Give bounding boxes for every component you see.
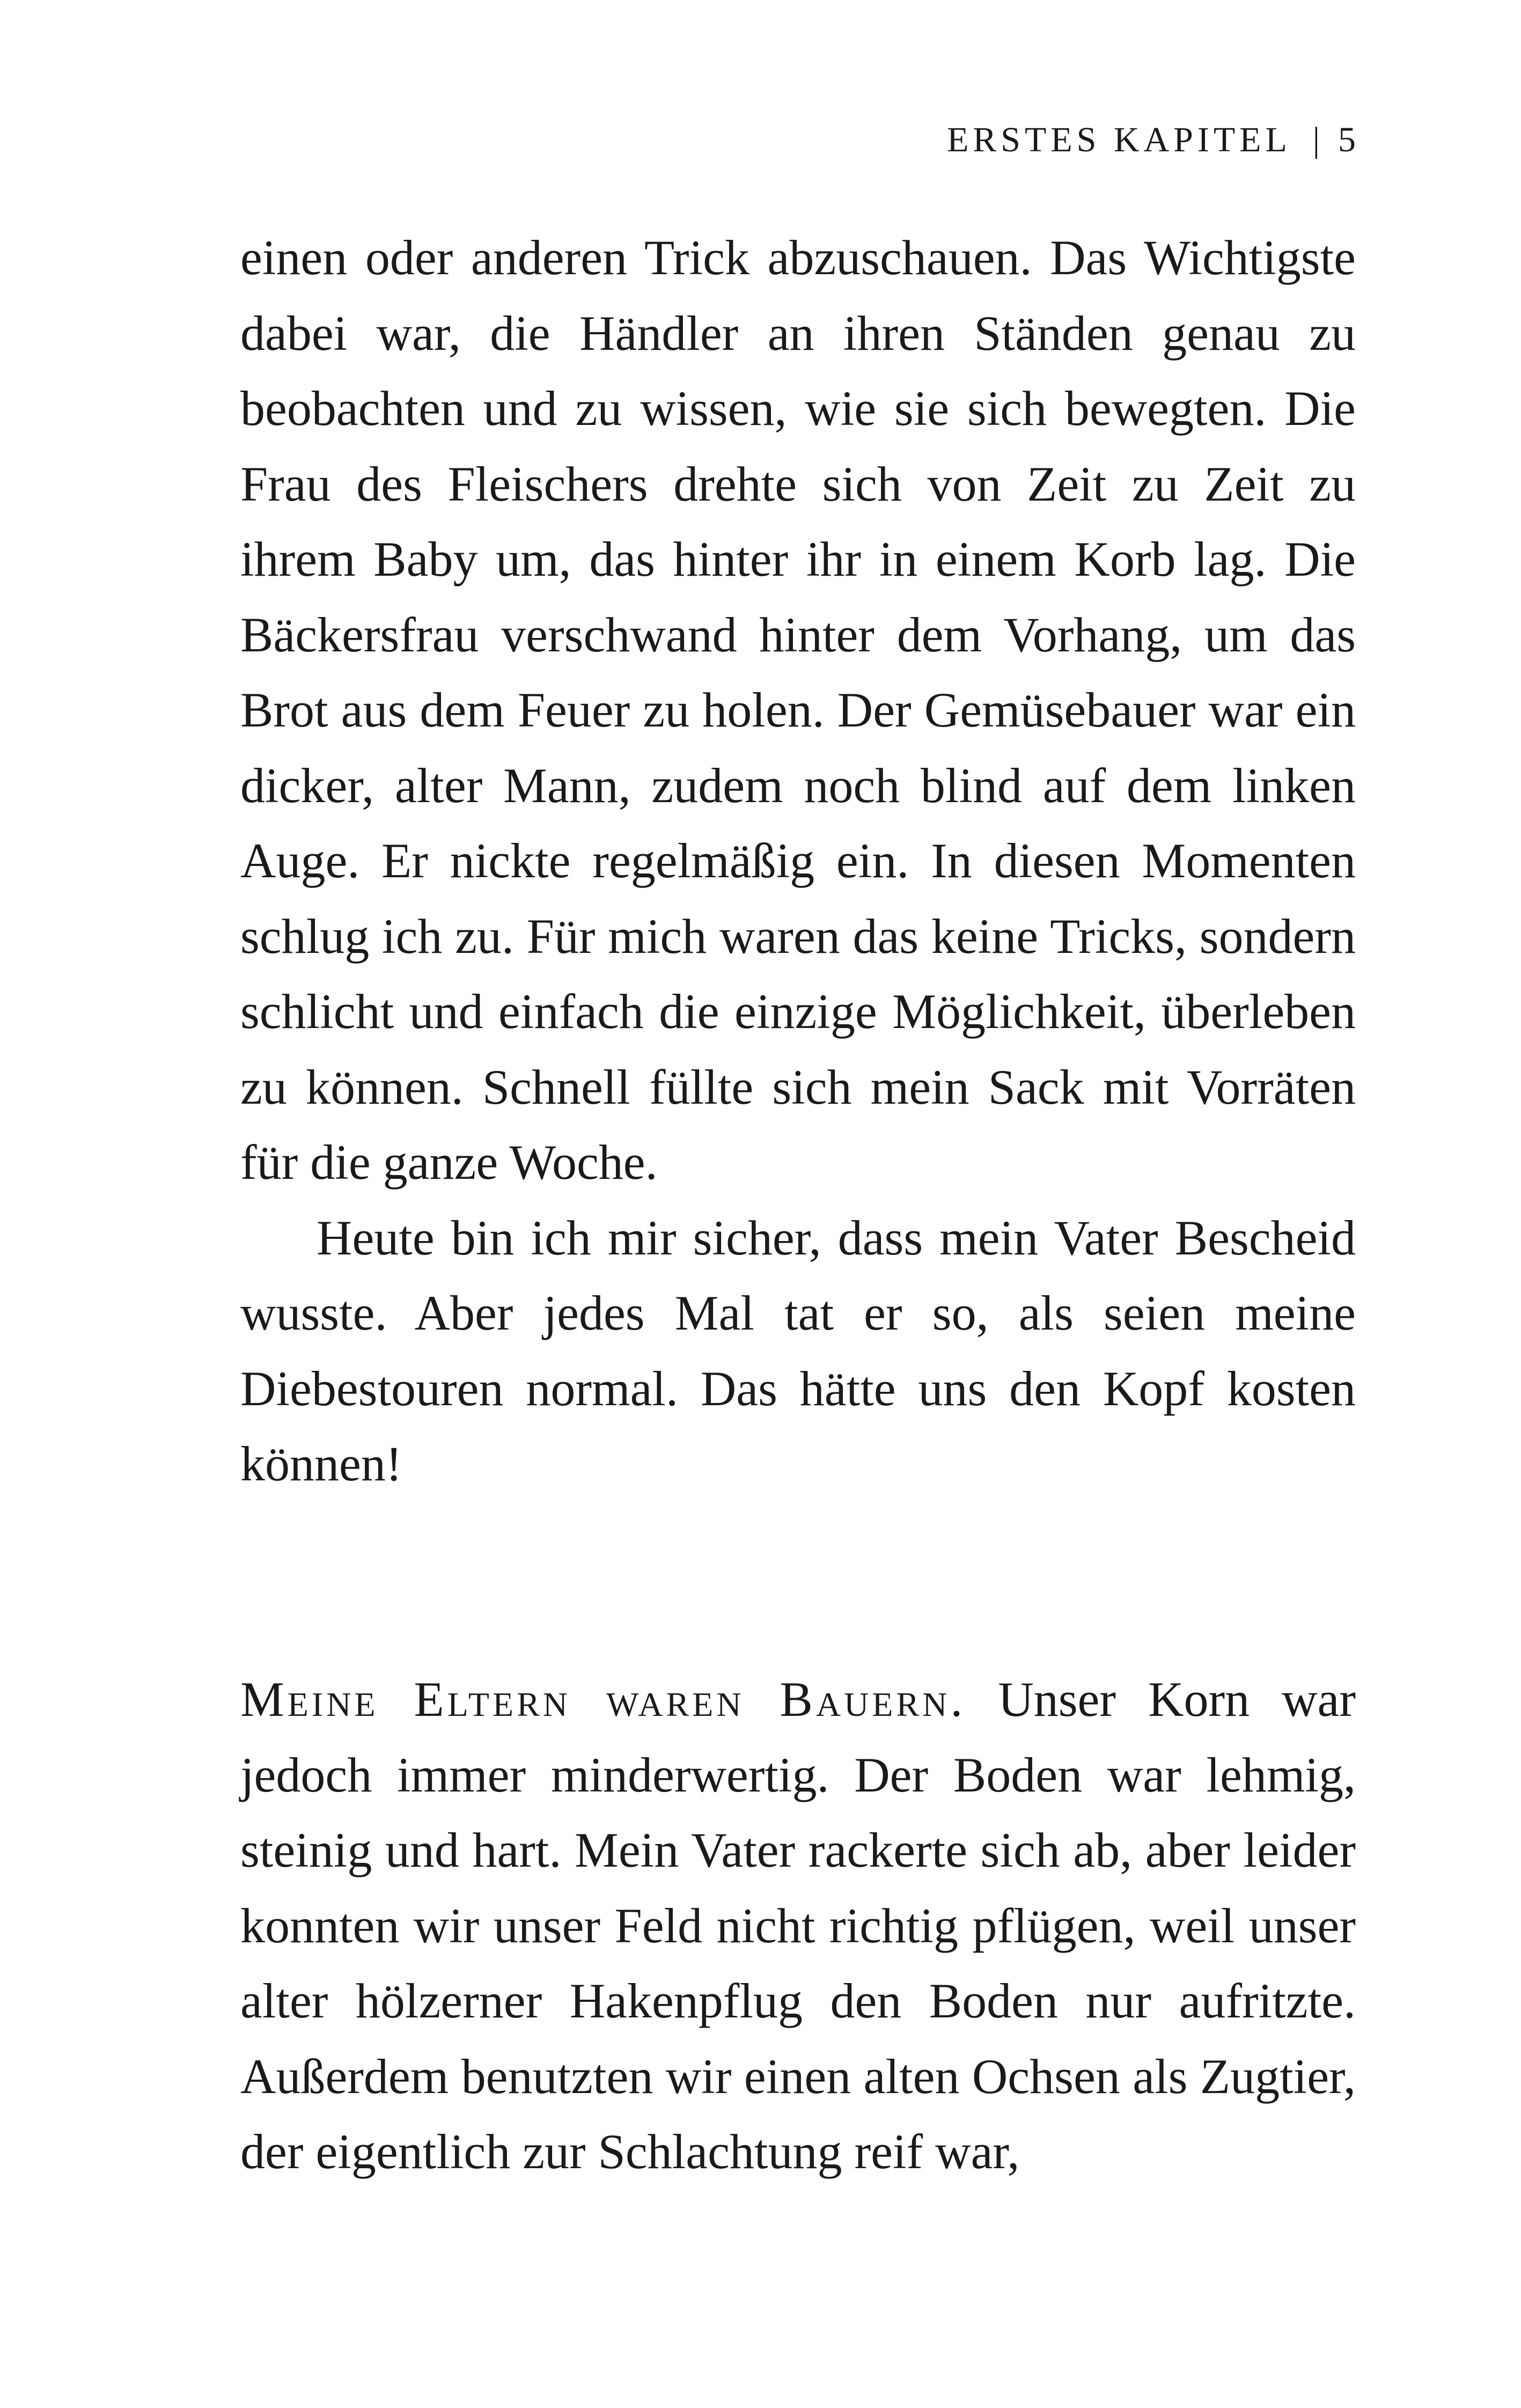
text-section-1	[240, 220, 1356, 1502]
page-number: 5	[1338, 120, 1356, 159]
header-separator: |	[1312, 120, 1320, 159]
text-section-2	[240, 1662, 1356, 2190]
section-text: Unser Korn war jedoch immer minderwertig. Der Boden war lehmig, steinig und hart. Mein Vater rackerte sich ab, aber leider konnten wir unser Feld nicht richtig pflügen, weil unser alter hölzerner Hakenpflug den Boden nur aufritzte. Außerdem benutzten wir einen alten Ochsen als Zugtier, der eigentlich zur Schlachtung reif war,	[240, 1672, 1356, 2179]
chapter-title: ERSTES KAPITEL	[946, 120, 1291, 159]
section-lead-in: Meine Eltern waren Bauern.	[240, 1672, 966, 1727]
paragraph: Heute bin ich mir sicher, dass mein Vater Bescheid wusste. Aber jedes Mal tat er so, als seien meine Diebestouren normal. Das hätte uns den Kopf kosten können!	[240, 1210, 1356, 1491]
running-head	[947, 122, 1356, 158]
paragraph: einen oder anderen Trick abzuschauen. Das Wichtigste dabei war, die Händler an ihren Ständen genau zu beobachten und zu wissen, wie sie sich bewegten. Die Frau des Fleischers drehte sich von Zeit zu Zeit zu ihrem Baby um, das hinter ihr in einem Korb lag. Die Bäckersfrau verschwand hinter dem Vorhang, um das Brot aus dem Feuer zu holen. Der Gemüsebauer war ein dicker, alter Mann, zudem noch blind auf dem linken Auge. Er nickte regelmäßig ein. In diesen Momenten schlug ich zu. Für mich waren das keine Tricks, sondern schlicht und einfach die einzige Möglichkeit, überleben zu können. Schnell füllte sich mein Sack mit Vorräten für die ganze Woche.	[240, 230, 1356, 1190]
paragraph	[240, 1662, 1356, 2190]
